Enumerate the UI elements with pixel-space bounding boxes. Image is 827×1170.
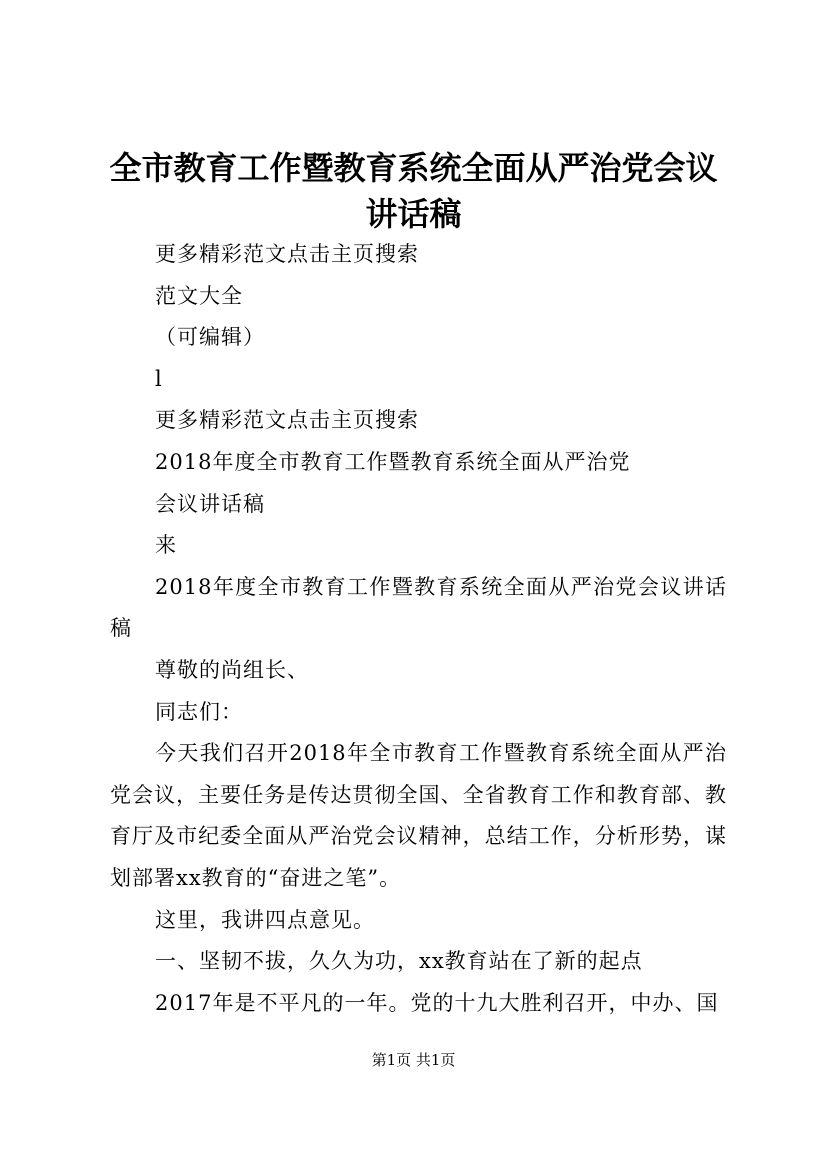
paragraph-comrades: 同志们： [155,699,243,724]
paragraph-l: l [155,366,163,391]
paragraph-2017: 2017年是不平凡的一年。党的十九大胜利召开，中办、国 [155,990,719,1015]
paragraph-more-link: 更多精彩范文点击主页搜索 [155,242,419,266]
page-footer: 第1页 共1页 [371,1051,456,1069]
paragraph-full-title: 2018年度全市教育工作暨教育系统全面从严治党会议讲话稿 [110,574,727,641]
paragraph-editable: （可编辑） [155,325,265,350]
document-body [110,234,727,1024]
paragraph-heading-line-2: 会议讲话稿 [155,491,265,516]
paragraph-source: 来 [155,533,177,558]
paragraph-more-link-2: 更多精彩范文点击主页搜索 [155,408,419,433]
paragraph-section-one: 一、坚韧不拔，久久为功，xx教育站在了新的起点 [155,949,643,974]
paragraph-intro: 今天我们召开2018年全市教育工作暨教育系统全面从严治党会议，主要任务是传达贯彻全国、全省教育工作和教育部、教育厅及市纪委全面从严治党会议精神，总结工作，分析形势，谋划部署xx教育的“奋进之笔”。 [110,741,727,890]
paragraph-heading-line-1: 2018年度全市教育工作暨教育系统全面从严治党 [155,449,631,474]
paragraph-four-points: 这里，我讲四点意见。 [155,907,375,932]
document-title: 全市教育工作暨教育系统全面从严治党会议讲话稿 [109,149,718,233]
paragraph-salutation: 尊敬的尚组长、 [155,657,309,682]
paragraph-collection: 范文大全 [155,283,243,308]
